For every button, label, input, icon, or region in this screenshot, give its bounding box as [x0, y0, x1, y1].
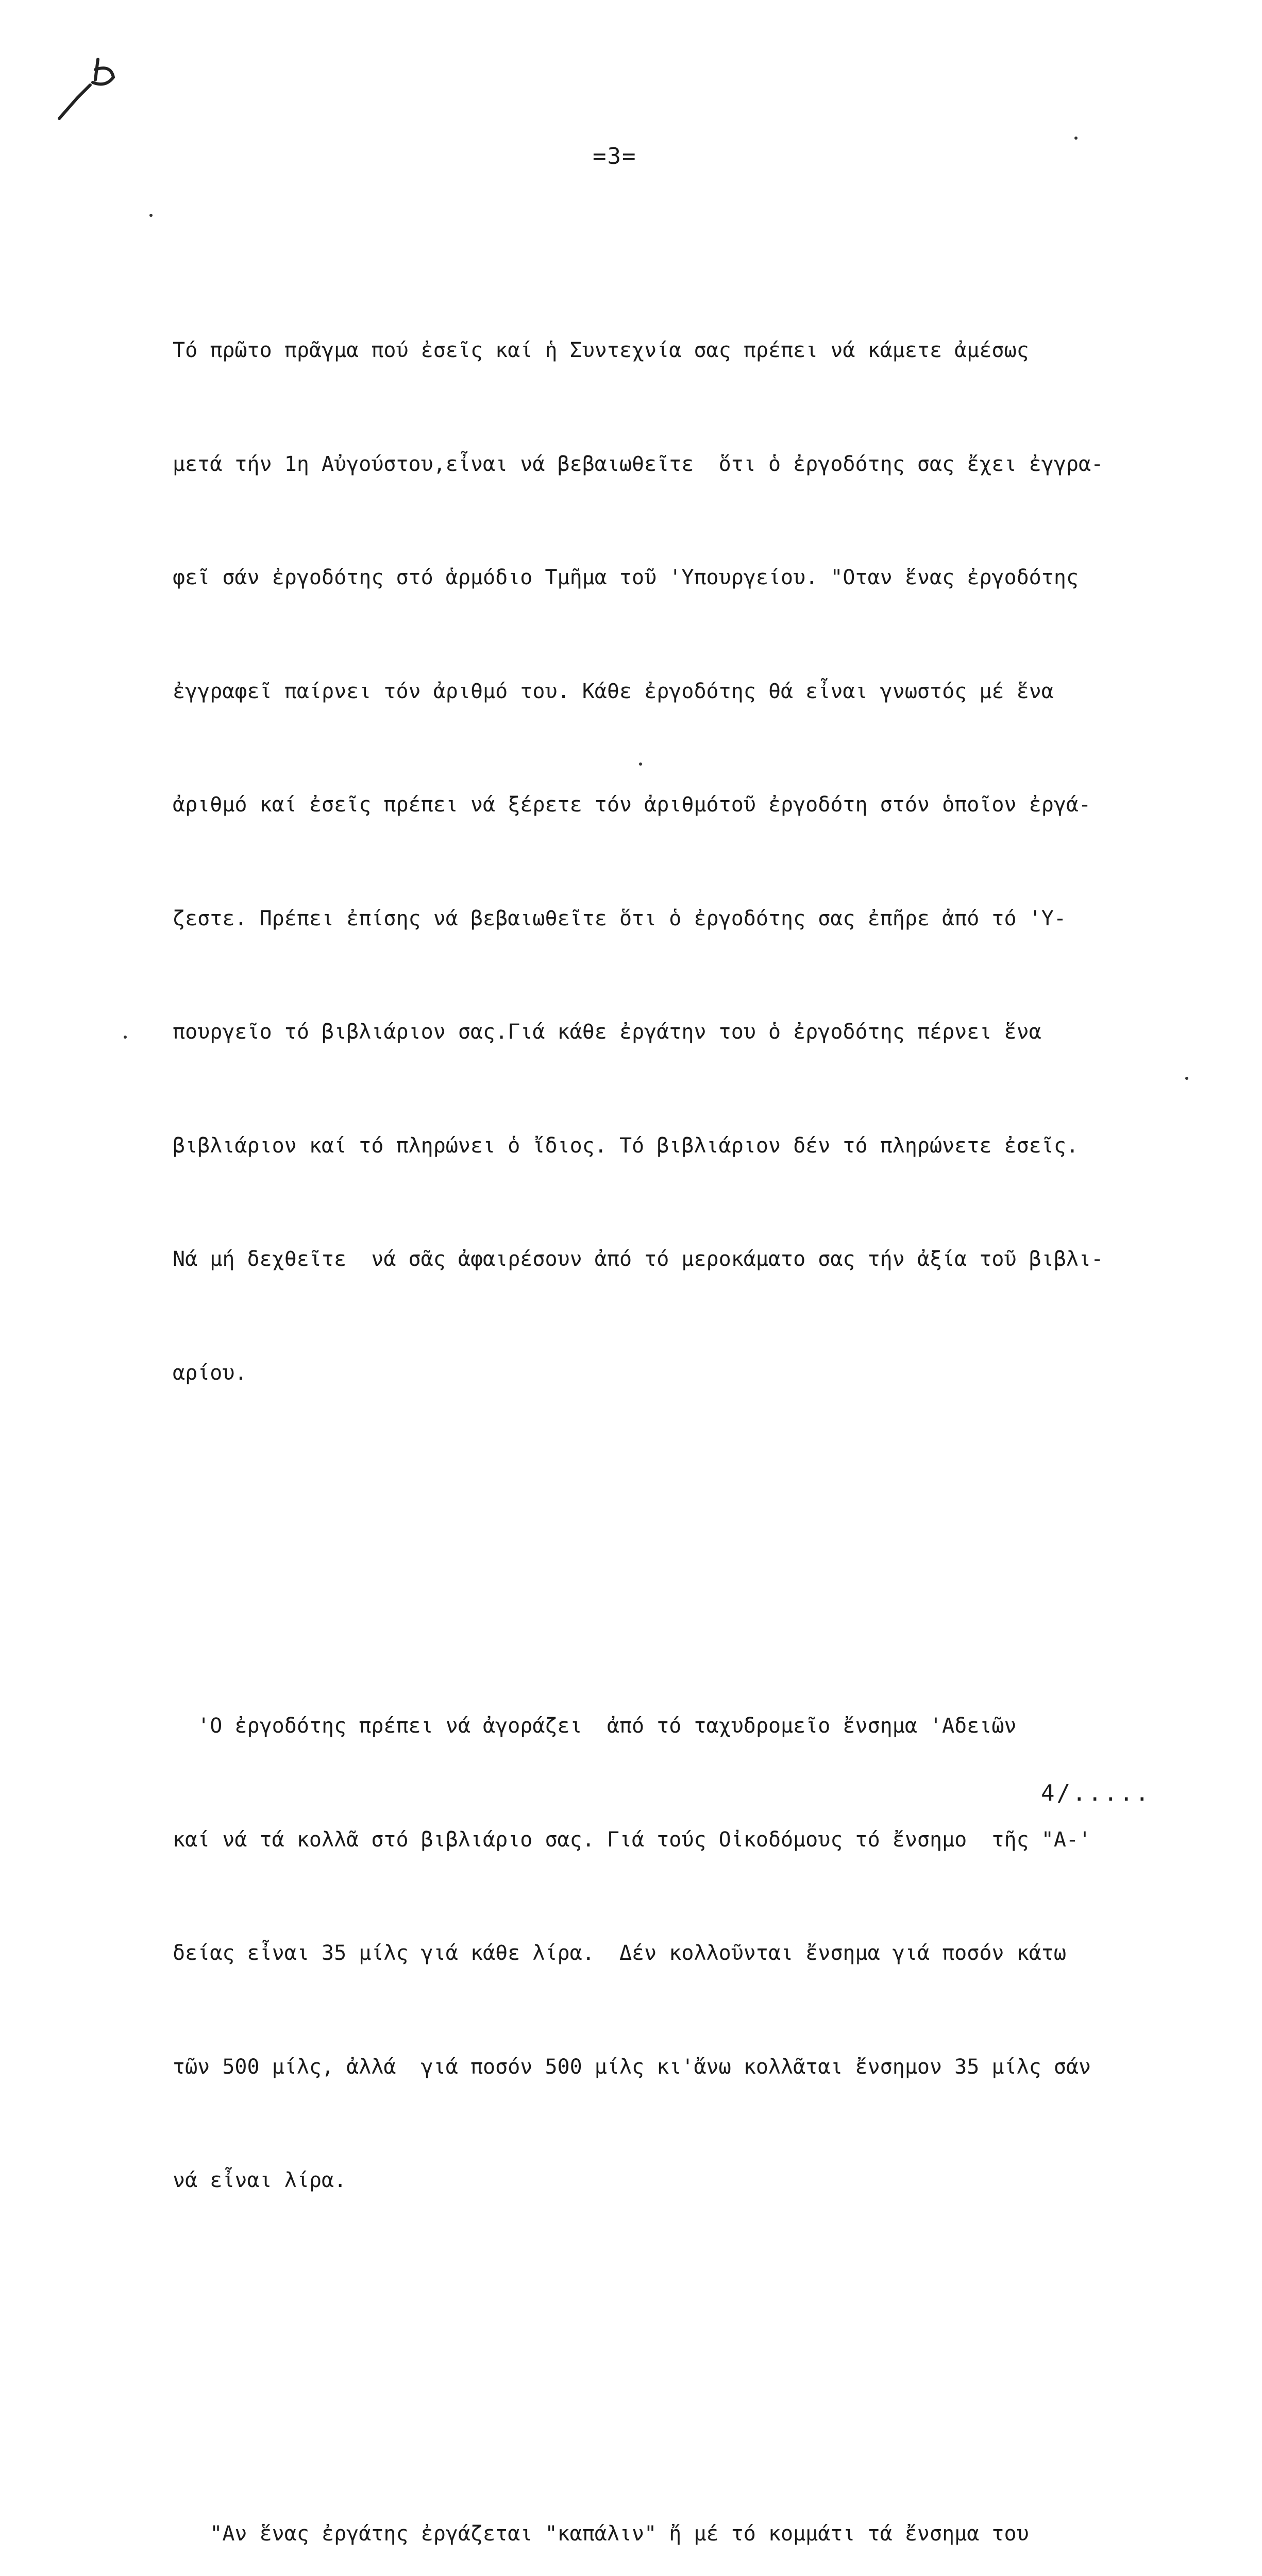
- text-line: ἀριθμό καί ἐσεῖς πρέπει νά ξέρετε τόν ἀριθμότοῦ ἐργοδότη στόν ὁποῖον ἐργά-: [173, 786, 1214, 824]
- scan-speck: [639, 762, 642, 766]
- paragraph-leave-stamps: [173, 1632, 1214, 2276]
- text-line: ἐγγραφεῖ παίρνει τόν ἀριθμό του. Κάθε ἐργοδότης θά εἶναι γνωστός μέ ἕνα: [173, 673, 1214, 711]
- scan-speck: [1074, 137, 1078, 140]
- handwritten-check-mark: [49, 49, 142, 126]
- text-line: Νά μή δεχθεῖτε νά σᾶς ἀφαιρέσουν ἀπό τό μεροκάματο σας τήν ἀξία τοῦ βιβλι-: [173, 1241, 1214, 1279]
- text-line: τῶν 500 μίλς, ἀλλά γιά ποσόν 500 μίλς κι'ἄνω κολλᾶται ἔνσημον 35 μίλς σάν: [173, 2048, 1214, 2087]
- text-line: πουργεῖο τό βιβλιάριον σας.Γιά κάθε ἐργάτην του ὁ ἐργοδότης πέρνει ἕνα: [173, 1013, 1214, 1052]
- continuation-marker: 4/.....: [1041, 1780, 1151, 1806]
- document-body: [173, 180, 1214, 2576]
- paragraph-employer-registration: [173, 256, 1214, 1468]
- text-line: βιβλιάριον καί τό πληρώνει ὁ ἴδιος. Τό βιβλιάριον δέν τό πληρώνετε ἐσεῖς.: [173, 1127, 1214, 1165]
- text-line: "Αν ἕνας ἐργάτης ἐργάζεται "καπάλιν" ἤ μέ τό κομμάτι τά ἔνσημα του: [173, 2515, 1214, 2553]
- page-number: =3=: [593, 143, 636, 170]
- scan-speck: [149, 214, 153, 217]
- text-line: ζεστε. Πρέπει ἐπίσης νά βεβαιωθεῖτε ὅτι ὁ ἐργοδότης σας ἐπῆρε ἀπό τό 'Υ-: [173, 900, 1214, 938]
- paragraph-piecework: [173, 2439, 1214, 2576]
- text-line: δείας εἶναι 35 μίλς γιά κάθε λίρα. Δέν κολλοῦνται ἔνσημα γιά ποσόν κάτω: [173, 1935, 1214, 1973]
- scan-speck: [1185, 1077, 1188, 1080]
- text-line: νά εἶναι λίρα.: [173, 2162, 1214, 2200]
- text-line: καί νά τά κολλᾶ στό βιβλιάριο σας. Γιά τούς Οἰκοδόμους τό ἔνσημο τῆς "Α-': [173, 1821, 1214, 1859]
- text-line: αρίου.: [173, 1354, 1214, 1393]
- scan-speck: [124, 1036, 127, 1039]
- text-line: μετά τήν 1η Αὐγούστου,εἶναι νά βεβαιωθεῖτε ὅτι ὁ ἐργοδότης σας ἔχει ἐγγρα-: [173, 446, 1214, 484]
- text-line: φεῖ σάν ἐργοδότης στό ἁρμόδιο Τμῆμα τοῦ 'Υπουργείου. "Οταν ἕνας ἐργοδότης: [173, 559, 1214, 597]
- text-line: 'Ο ἐργοδότης πρέπει νά ἀγοράζει ἀπό τό ταχυδρομεῖο ἔνσημα 'Αδειῶν: [173, 1707, 1214, 1745]
- text-line: Τό πρῶτο πρᾶγμα πού ἐσεῖς καί ἡ Συντεχνία σας πρέπει νά κάμετε ἀμέσως: [173, 332, 1214, 370]
